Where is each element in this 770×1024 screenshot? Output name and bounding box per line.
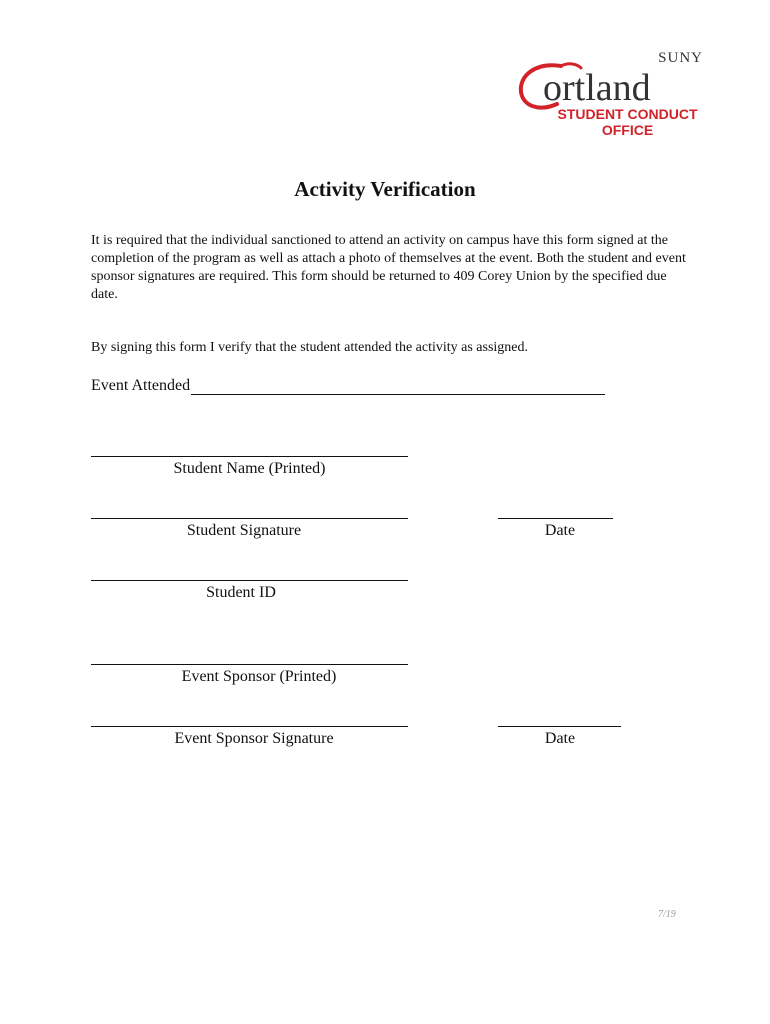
sponsor-date-line[interactable] [498,726,621,727]
student-date-label: Date [544,522,576,539]
event-attended-label: Event Attended [91,377,191,394]
verification-statement: By signing this form I verify that the student attended the activity as assigned. [91,340,529,355]
page-title: Activity Verification [294,177,476,201]
sponsor-signature-label: Event Sponsor Signature [174,730,334,747]
student-signature-line[interactable] [91,518,408,519]
suny-cortland-logo [515,44,715,144]
wordmark-text: ortland [543,67,651,109]
student-name-label: Student Name (Printed) [173,460,326,477]
office-line-2: OFFICE [601,122,654,138]
student-conduct-office-label [540,106,715,138]
sponsor-name-label: Event Sponsor (Printed) [181,668,337,685]
sponsor-signature-line[interactable] [91,726,408,727]
event-attended-field[interactable] [91,377,605,395]
student-date-line[interactable] [498,518,613,519]
logo-suny-text: SUNY [658,50,703,66]
event-attended-line[interactable] [191,378,605,395]
student-name-line[interactable] [91,456,408,457]
instructions-paragraph: It is required that the individual sanctioned to attend an activity on campus have this form signed at the completion of the program as well as attach a photo of themselves at the event. Both the student and event sponsor signatures are required. This form should be returned to 409 Corey Union by the specified due date. [91,233,686,302]
revision-date: 7/19 [658,909,676,920]
sponsor-date-label: Date [544,730,576,747]
sponsor-name-line[interactable] [91,664,408,665]
office-line-1: STUDENT CONDUCT [557,106,698,122]
student-signature-label: Student Signature [186,522,302,539]
student-id-label: Student ID [206,584,276,601]
student-id-line[interactable] [91,580,408,581]
